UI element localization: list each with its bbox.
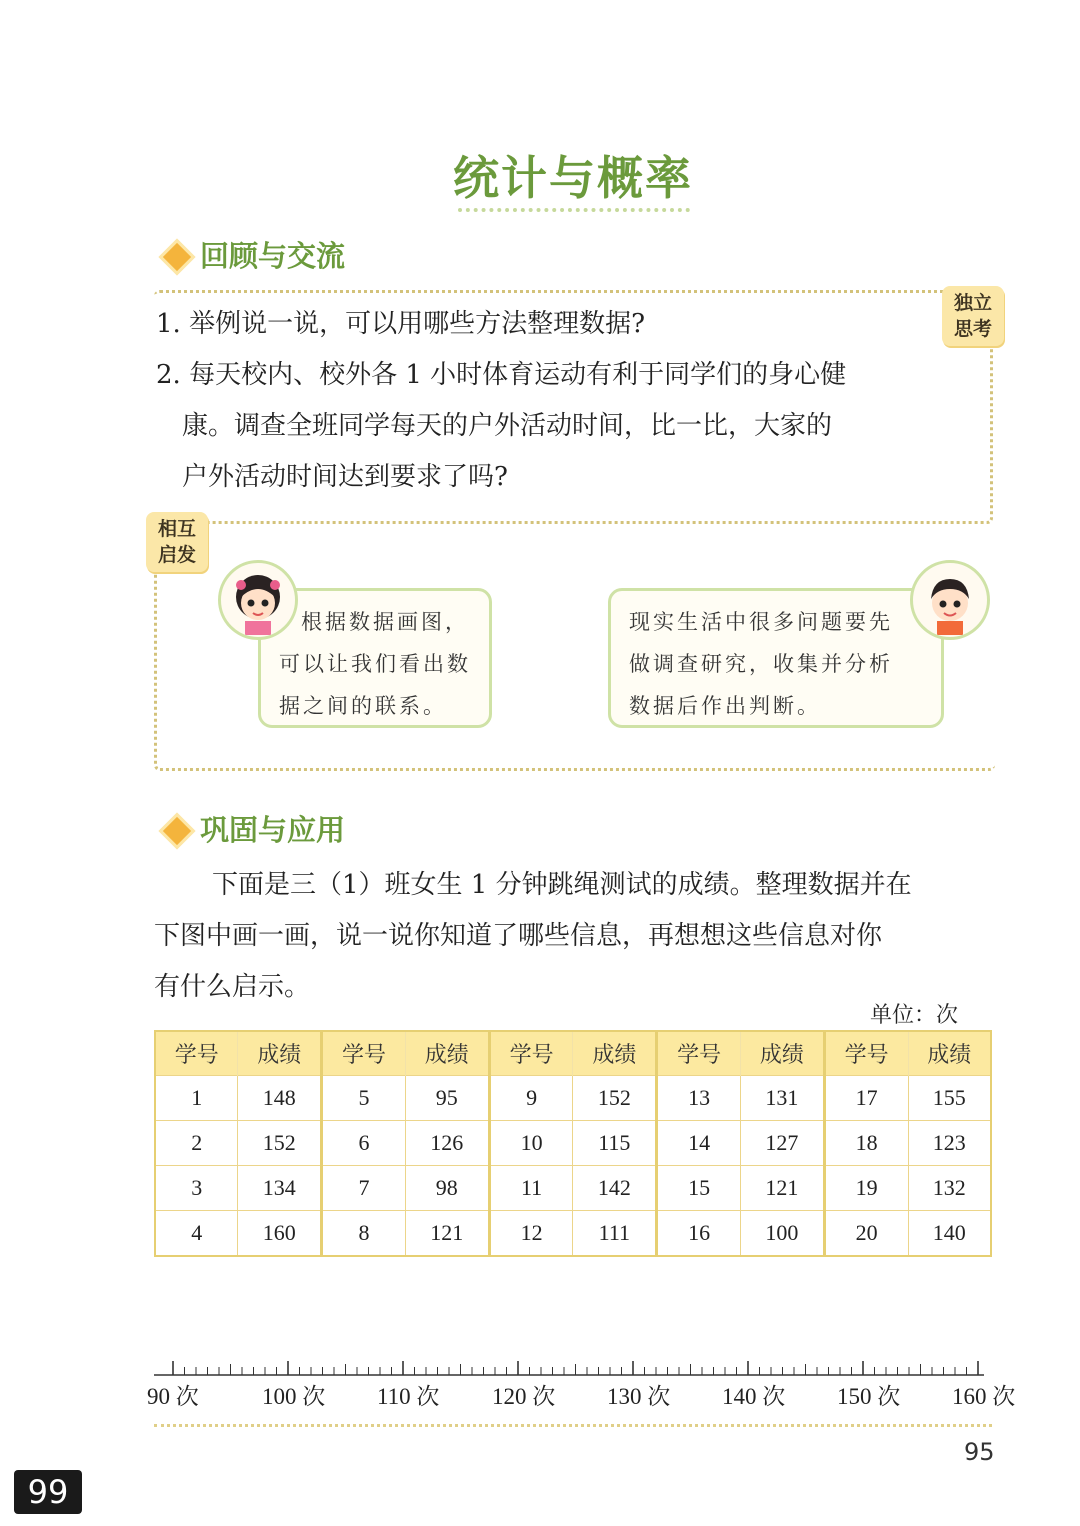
speech-bubble-boy [608, 588, 944, 728]
cell-score: 126 [405, 1121, 489, 1166]
cell-score: 115 [573, 1121, 657, 1166]
section-diamond-icon [159, 239, 196, 276]
score-table [154, 1030, 992, 1257]
tag-line: 独立 [953, 292, 992, 314]
page-number: 95 [964, 1438, 995, 1466]
question-2-line-2: 康。调查全班同学每天的户外活动时间，比一比，大家的 [182, 411, 833, 441]
cell-id: 13 [657, 1076, 741, 1121]
cell-score: 111 [573, 1211, 657, 1257]
table-row [155, 1076, 991, 1121]
cell-score: 123 [908, 1121, 991, 1166]
cell-id: 19 [824, 1166, 908, 1211]
cell-score: 127 [740, 1121, 824, 1166]
bubble-line: 现实生活中很多问题要先 [629, 610, 893, 634]
header-student-id: 学号 [489, 1031, 573, 1076]
axis-tick-label: 100 次 [262, 1384, 326, 1409]
bottom-divider [154, 1424, 992, 1427]
cell-score: 140 [908, 1211, 991, 1257]
independent-thinking-tag [942, 286, 1004, 346]
header-student-id: 学号 [824, 1031, 908, 1076]
cell-id: 2 [155, 1121, 238, 1166]
axis-tick-label: 120 次 [492, 1384, 556, 1409]
cell-id: 20 [824, 1211, 908, 1257]
table-row [155, 1211, 991, 1257]
cell-id: 10 [489, 1121, 573, 1166]
cell-id: 11 [489, 1166, 573, 1211]
review-section-heading: 回顾与交流 [200, 239, 346, 273]
title-underline [458, 208, 690, 212]
axis-tick-label: 150 次 [837, 1384, 901, 1409]
boy-avatar-icon [910, 560, 990, 640]
bubble-line: 据之间的联系。 [279, 694, 447, 718]
header-score: 成绩 [405, 1031, 489, 1076]
axis-tick-label: 140 次 [722, 1384, 786, 1409]
bubble-line: 做调查研究，收集并分析 [629, 652, 893, 676]
header-score: 成绩 [740, 1031, 824, 1076]
question-2-line-3: 户外活动时间达到要求了吗? [182, 462, 508, 492]
cell-score: 121 [405, 1211, 489, 1257]
header-score: 成绩 [238, 1031, 322, 1076]
cell-score: 98 [405, 1166, 489, 1211]
tag-line: 思考 [953, 318, 992, 340]
cell-score: 95 [405, 1076, 489, 1121]
table-row [155, 1166, 991, 1211]
cell-id: 14 [657, 1121, 741, 1166]
cell-id: 17 [824, 1076, 908, 1121]
mutual-inspiration-tag [146, 512, 208, 572]
cell-id: 6 [322, 1121, 406, 1166]
tag-line: 启发 [157, 544, 196, 566]
cell-id: 7 [322, 1166, 406, 1211]
axis-tick-label: 110 次 [377, 1384, 440, 1409]
cell-id: 3 [155, 1166, 238, 1211]
table-row [155, 1121, 991, 1166]
unit-label: 单位：次 [870, 1003, 959, 1028]
header-student-id: 学号 [322, 1031, 406, 1076]
axis-tick-label: 160 次 [952, 1384, 1016, 1409]
problem-paragraph-line-3: 有什么启示。 [154, 972, 311, 1002]
section-diamond-icon [159, 813, 196, 850]
cell-id: 1 [155, 1076, 238, 1121]
tag-line: 相互 [157, 518, 196, 540]
cell-score: 155 [908, 1076, 991, 1121]
cell-score: 131 [740, 1076, 824, 1121]
number-line-axis [0, 1350, 1080, 1380]
header-score: 成绩 [573, 1031, 657, 1076]
cell-id: 9 [489, 1076, 573, 1121]
question-1: 1. 举例说一说，可以用哪些方法整理数据? [156, 309, 646, 339]
cell-id: 12 [489, 1211, 573, 1257]
cell-score: 100 [740, 1211, 824, 1257]
cell-id: 15 [657, 1166, 741, 1211]
girl-avatar-icon [218, 560, 298, 640]
question-2-line-1: 2. 每天校内、校外各 1 小时体育运动有利于同学们的身心健 [156, 360, 847, 390]
bubble-line: 根据数据画图， [301, 610, 469, 634]
cell-id: 4 [155, 1211, 238, 1257]
axis-tick-label: 130 次 [607, 1384, 671, 1409]
cell-score: 148 [238, 1076, 322, 1121]
cell-score: 152 [238, 1121, 322, 1166]
cell-score: 121 [740, 1166, 824, 1211]
bubble-line: 可以让我们看出数 [279, 652, 471, 676]
page-title: 统计与概率 [453, 151, 693, 205]
header-score: 成绩 [908, 1031, 991, 1076]
problem-paragraph-line-2: 下图中画一画，说一说你知道了哪些信息，再想想这些信息对你 [154, 921, 883, 951]
table-header-row [155, 1031, 991, 1076]
axis-tick-label: 90 次 [147, 1384, 199, 1409]
cell-score: 142 [573, 1166, 657, 1211]
cell-score: 160 [238, 1211, 322, 1257]
cell-score: 134 [238, 1166, 322, 1211]
cell-score: 132 [908, 1166, 991, 1211]
problem-paragraph-line-1: 下面是三（1）班女生 1 分钟跳绳测试的成绩。整理数据并在 [212, 870, 912, 900]
cell-id: 8 [322, 1211, 406, 1257]
bubble-line: 数据后作出判断。 [629, 694, 821, 718]
corner-page-badge: 99 [14, 1470, 82, 1514]
cell-id: 5 [322, 1076, 406, 1121]
apply-section-heading: 巩固与应用 [200, 813, 346, 847]
cell-score: 152 [573, 1076, 657, 1121]
cell-id: 16 [657, 1211, 741, 1257]
header-student-id: 学号 [155, 1031, 238, 1076]
cell-id: 18 [824, 1121, 908, 1166]
header-student-id: 学号 [657, 1031, 741, 1076]
